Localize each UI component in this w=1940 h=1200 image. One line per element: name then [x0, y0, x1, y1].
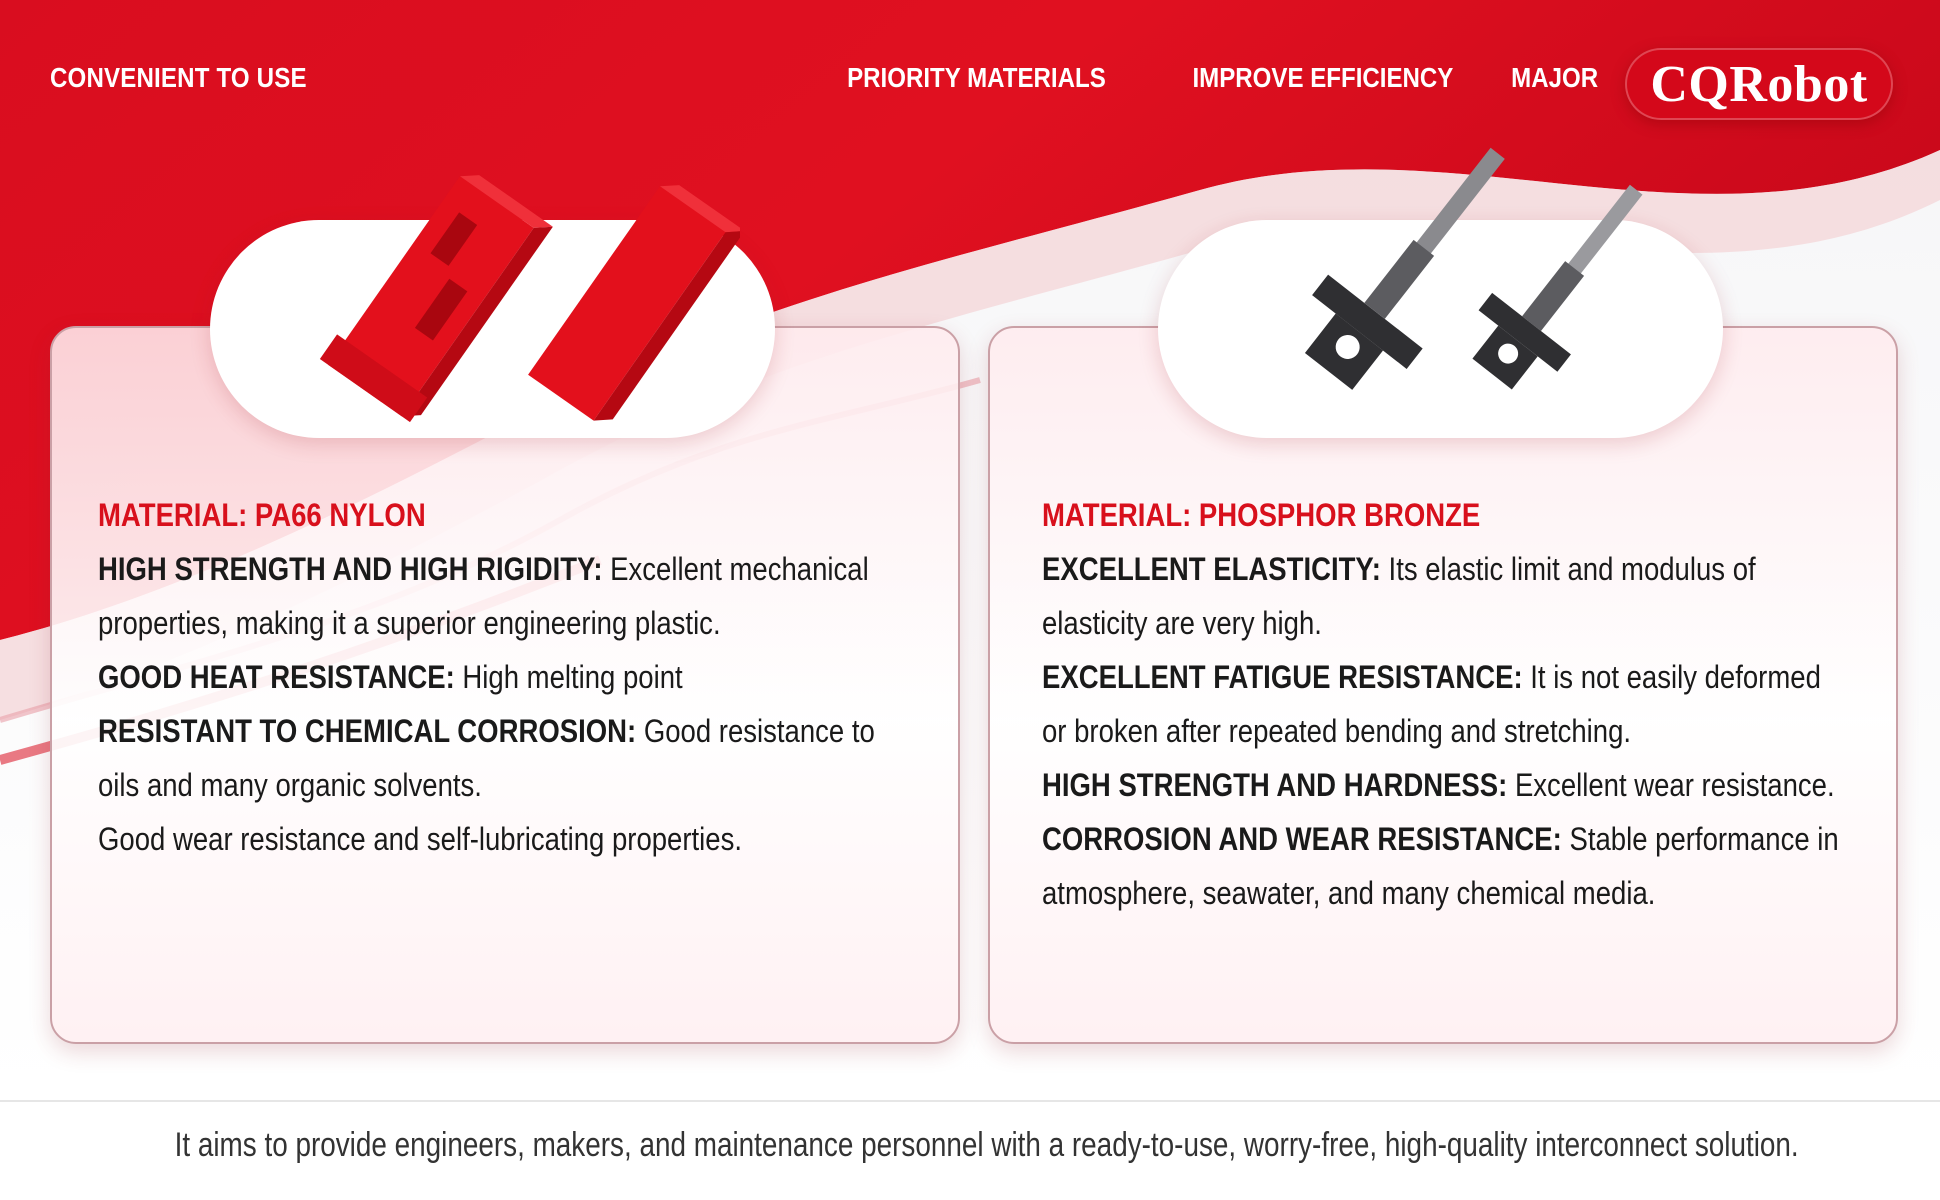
bronze-point-2-key: EXCELLENT FATIGUE RESISTANCE: [1042, 659, 1523, 695]
footer-tagline: It aims to provide engineers, makers, and maintenance personnel with a ready-to-use, worry-free, high-quality interconnect solution. [174, 1126, 1799, 1164]
pa66-properties [98, 488, 898, 866]
pa66-point-2 [98, 650, 898, 704]
pa66-point-4 [98, 812, 898, 866]
pa66-material-heading: MATERIAL: PA66 NYLON [98, 497, 426, 533]
metal-terminal-image [1220, 120, 1680, 440]
pa66-point-4-text: Good wear resistance and self-lubricating properties. [98, 821, 742, 857]
bronze-point-2-text: It is not easily deformed or broken after repeated bending and stretching. [1042, 659, 1821, 749]
bronze-point-2 [1042, 650, 1842, 758]
bronze-point-3-key: HIGH STRENGTH AND HARDNESS: [1042, 767, 1508, 803]
nav-major[interactable]: MAJOR [1511, 62, 1598, 93]
pa66-point-1-text: Excellent mechanical properties, making it a superior engineering plastic. [98, 551, 869, 641]
pa66-point-2-key: GOOD HEAT RESISTANCE: [98, 659, 455, 695]
red-connector-housing-image [260, 160, 740, 430]
pa66-point-1 [98, 542, 898, 650]
bronze-point-1-text: Its elastic limit and modulus of elasticity are very high. [1042, 551, 1756, 641]
bronze-point-3-text: Excellent wear resistance. [1507, 767, 1835, 803]
logo-text: CQRobot [1650, 55, 1868, 113]
bronze-point-4-key: CORROSION AND WEAR RESISTANCE: [1042, 821, 1562, 857]
bronze-point-4 [1042, 812, 1842, 920]
nav-improve-efficiency[interactable]: IMPROVE EFFICIENCY [1191, 62, 1453, 93]
brand-logo[interactable] [1625, 48, 1893, 120]
bronze-point-4-text: Stable performance in atmosphere, seawater, and many chemical media. [1042, 821, 1839, 911]
pa66-point-2-text: High melting point [454, 659, 683, 695]
nav-priority-materials[interactable]: PRIORITY MATERIALS [846, 62, 1106, 93]
pa66-point-1-key: HIGH STRENGTH AND HIGH RIGIDITY: [98, 551, 603, 587]
bronze-point-3 [1042, 758, 1842, 812]
top-nav [805, 62, 1598, 94]
bronze-point-1 [1042, 542, 1842, 650]
pa66-point-3 [98, 704, 898, 812]
bronze-point-1-key: EXCELLENT ELASTICITY: [1042, 551, 1381, 587]
bronze-material-heading: MATERIAL: PHOSPHOR BRONZE [1042, 497, 1481, 533]
nav-convenient-to-use[interactable]: CONVENIENT TO USE [50, 62, 307, 93]
pa66-point-3-text: Good resistance to oils and many organic solvents. [98, 713, 875, 803]
pa66-point-3-key: RESISTANT TO CHEMICAL CORROSION: [98, 713, 637, 749]
bronze-properties [1042, 488, 1842, 920]
